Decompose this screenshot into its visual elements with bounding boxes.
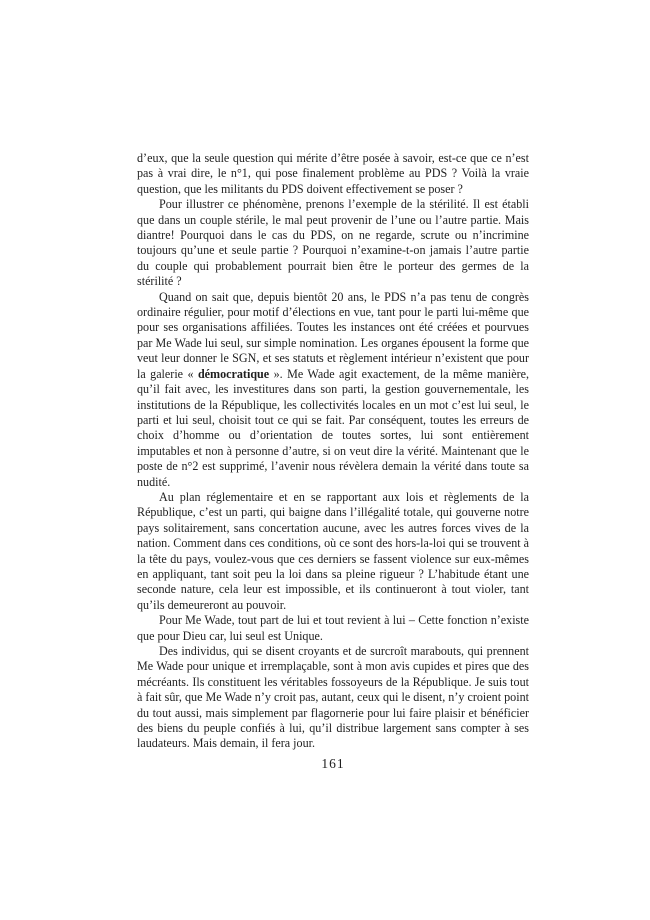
paragraph bbox=[137, 644, 529, 752]
body-text: d’eux, que la seule question qui mérite d’être posée à savoir, est-ce que ce n’est pas à vrai dire, le n°1, qui pose finalement problème au PDS ? Voilà la vraie question, que les militants du PDS doivent effectivement se poser ? bbox=[137, 151, 529, 196]
bold-text: démocratique bbox=[197, 366, 270, 381]
body-text: Pour illustrer ce phénomène, prenons l’exemple de la stérilité. Il est établi que dans un couple stérile, le mal peut provenir de l’une ou l’autre partie. Mais diantre! Pourquoi dans le cas du PDS, on ne regarde, scrute ou n’incrimine toujours qu’une et seule partie ? Pourquoi n’examine-t-on jamais l’autre partie du couple qui probablement pourrait bien être le porteur des germes de la stérilité ? bbox=[137, 197, 529, 289]
body-text: Pour Me Wade, tout part de lui et tout revient à lui – Cette fonction n’existe que pour Dieu car, lui seul est Unique. bbox=[137, 613, 529, 643]
body-text: ». Me Wade agit exactement, de la même manière, qu’il fait avec, les investitures dans son parti, la gestion gouvernementale, les institutions de la République, les collectivités locales en un mot c’est lui seul, le parti et lui seul, choisit tout ce qui se fait. Par conséquent, toutes les erreurs de choix d’homme ou d’orientation de toutes sortes, lui sont entièrement imputables et non à personne d’autre, si on veut dire la vérité. Maintenant que le poste de n°2 est supprimé, l’avenir nous révèlera demain la vérité dans toute sa nudité. bbox=[137, 366, 529, 489]
paragraph bbox=[137, 613, 529, 644]
page-number: 161 bbox=[321, 756, 345, 771]
body-text: Quand on sait que, depuis bientôt 20 ans, le PDS n’a pas tenu de congrès ordinaire régulier, pour motif d’élections en vue, tant pour le parti lui-même que pour ses organisations affiliées. Toutes les instances ont été créées et pourvues par Me Wade lui seul, sur simple nomination. Les organes épousent la forme que veut leur donner le SGN, et ses statuts et règlement intérieur n’existent que pour la galerie « bbox=[137, 289, 529, 381]
paragraph bbox=[137, 490, 529, 613]
paragraph bbox=[137, 290, 529, 490]
paragraph bbox=[137, 197, 529, 289]
page-body bbox=[137, 151, 529, 752]
paragraph bbox=[137, 151, 529, 197]
body-text: Des individus, qui se disent croyants et de surcroît marabouts, qui prennent Me Wade pour unique et irremplaçable, sont à mon avis cupides et pires que des mécréants. Ils constituent les véritables fossoyeurs de la République. Je suis tout à fait sûr, que Me Wade n’y croit pas, autant, ceux qui le disent, n’y croient point du tout aussi, mais simplement par flagornerie pour lui faire plaisir et bénéficier des biens du peuple confiés à lui, qu’il distribue largement sans compter à ses laudateurs. Mais demain, il fera jour. bbox=[137, 644, 529, 751]
body-text: Au plan réglementaire et en se rapportant aux lois et règlements de la République, c’est un parti, qui baigne dans l’illégalité totale, qui gouverne notre pays solitairement, sans concertation aucune, avec les autres forces vives de la nation. Comment dans ces conditions, où ce sont des hors-la-loi qui se trouvent à la tête du pays, voulez-vous que ces derniers se fassent violence sur eux-mêmes en appliquant, tant soit peu la loi dans sa pleine rigueur ? L’habitude étant une seconde nature, cela leur est impossible, et ils continueront à tout violer, tant qu’ils demeureront au pouvoir. bbox=[137, 489, 529, 612]
